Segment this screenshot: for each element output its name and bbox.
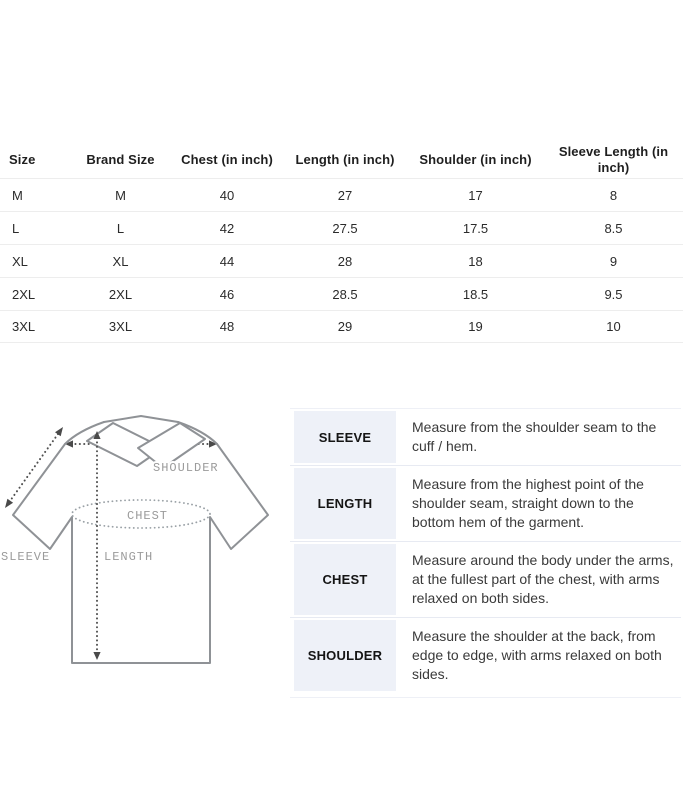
chest-cell: 40	[219, 187, 235, 203]
guide-row-chest	[290, 541, 681, 617]
size-row-l	[0, 211, 683, 244]
guide-row-sleeve	[290, 409, 681, 465]
guide-row-length	[290, 465, 681, 541]
brand-size-cell: L	[116, 220, 125, 236]
diagram-label-chest: CHEST	[127, 509, 169, 523]
size-cell: 3XL	[12, 319, 36, 334]
chest-cell: 46	[219, 286, 235, 302]
size-cell: 2XL	[12, 286, 36, 302]
arrow-down-left-icon	[5, 499, 13, 508]
chest-cell: 44	[219, 253, 235, 269]
size-row-xl	[0, 244, 683, 277]
chest-cell: 48	[219, 319, 235, 334]
guide-label: SLEEVE	[294, 411, 396, 463]
polo-shirt-measurement-diagram	[0, 401, 288, 693]
sleeve-length-cell: 9	[609, 253, 618, 269]
brand-size-cell: 3XL	[108, 319, 133, 334]
size-row-m	[0, 178, 683, 211]
guide-description: Measure from the highest point of the shoulder seam, straight down to the bottom hem of the garment.	[412, 476, 644, 530]
size-row-3xl	[0, 310, 683, 343]
column-header-brand-size: Brand Size	[86, 151, 155, 167]
column-header-size: Size	[9, 151, 36, 167]
shirt-diagram-wrap	[0, 401, 288, 698]
column-header-length: Length (in inch)	[295, 151, 395, 167]
size-cell: XL	[12, 253, 28, 269]
guide-label-cell	[290, 542, 396, 617]
shoulder-cell: 17	[468, 187, 483, 203]
shoulder-cell: 18.5	[462, 286, 489, 302]
sleeve-measure-line	[10, 434, 58, 501]
column-header-shoulder: Shoulder (in inch)	[419, 151, 532, 167]
sleeve-length-cell: 8	[609, 187, 618, 203]
shoulder-cell: 18	[468, 253, 483, 269]
sleeve-length-cell: 10	[606, 319, 621, 334]
guide-description: Measure the shoulder at the back, from edge to edge, with arms relaxed on both sides.	[412, 628, 662, 682]
sleeve-length-cell: 8.5	[604, 220, 623, 236]
length-cell: 28	[337, 253, 353, 269]
sleeve-length-cell: 9.5	[604, 286, 623, 302]
guide-label: LENGTH	[294, 468, 396, 539]
size-row-2xl	[0, 277, 683, 310]
arrow-up-right-icon	[55, 427, 63, 436]
shoulder-cell: 19	[468, 319, 483, 334]
guide-label-cell	[290, 618, 396, 693]
brand-size-cell: 2XL	[108, 286, 133, 302]
length-cell: 27.5	[332, 220, 358, 236]
guide-description: Measure around the body under the arms, at the fullest part of the chest, with arms relaxed on both sides.	[412, 552, 674, 606]
guide-description: Measure from the shoulder seam to the cuff / hem.	[412, 419, 657, 454]
guide-label-cell	[290, 466, 396, 541]
chest-cell: 42	[219, 220, 235, 236]
size-chart-table	[0, 142, 683, 343]
diagram-label-length: LENGTH	[104, 550, 154, 564]
size-cell: L	[12, 220, 20, 236]
size-cell: M	[12, 187, 23, 203]
length-cell: 28.5	[332, 286, 358, 302]
guide-row-shoulder	[290, 617, 681, 693]
column-header-chest: Chest (in inch)	[181, 151, 273, 167]
brand-size-cell: M	[115, 187, 126, 203]
diagram-label-shoulder: SHOULDER	[153, 461, 219, 475]
arrow-down-icon	[93, 652, 100, 660]
length-cell: 29	[337, 319, 353, 334]
guide-label: CHEST	[294, 544, 396, 615]
measurement-section	[0, 401, 683, 698]
guide-label-cell	[290, 409, 396, 465]
guide-label: SHOULDER	[294, 620, 396, 691]
collar-top-edge	[104, 416, 178, 422]
length-cell: 27	[337, 187, 353, 203]
column-header-sleeve-length: Sleeve Length (in inch)	[558, 143, 669, 175]
shoulder-cell: 17.5	[462, 220, 489, 236]
measurement-guide-table	[290, 408, 681, 698]
diagram-label-sleeve: SLEEVE	[1, 550, 51, 564]
brand-size-cell: XL	[112, 253, 129, 269]
size-chart-header-row	[0, 142, 683, 178]
